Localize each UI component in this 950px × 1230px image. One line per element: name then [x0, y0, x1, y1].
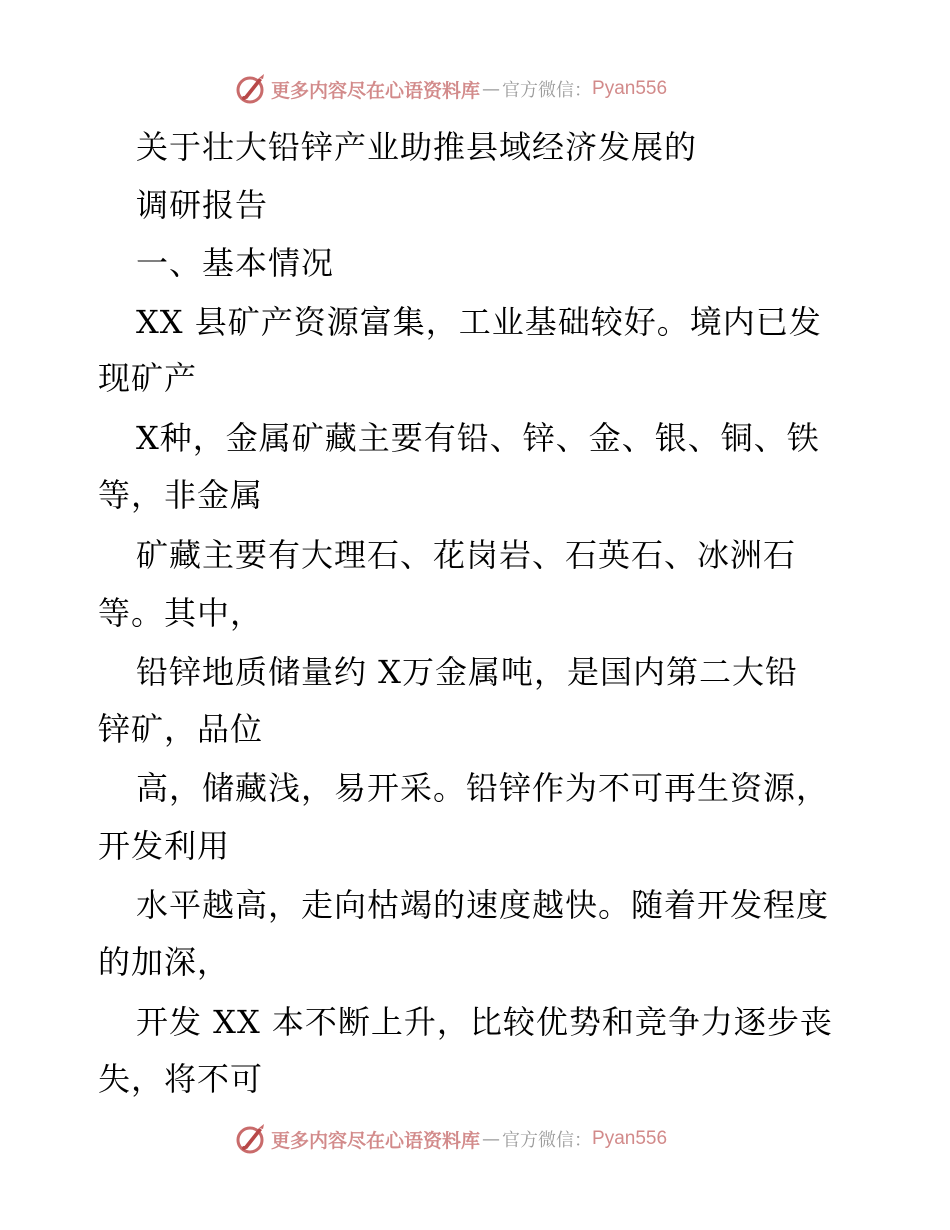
quill-pen-circle-icon [233, 72, 267, 106]
text-line: 失，将不可 [98, 1060, 264, 1098]
text-line: 矿藏主要有大理石、花岗岩、石英石、冰洲石 [136, 536, 797, 574]
text-line: 现矿产 [98, 359, 198, 397]
text-line: 铅锌地质储量约 X万金属吨，是国内第二大铅 [136, 653, 798, 691]
text-line: 高，储藏浅，易开采。铅锌作为不可再生资源， [136, 769, 830, 807]
watermark-wechat-label: 官方微信： [502, 80, 593, 101]
section-heading: 一、基本情况 [136, 244, 335, 282]
watermark-brand-text: 更多内容尽在心语资料库 [271, 79, 481, 102]
watermark-wechat-label: 官方微信： [502, 1130, 593, 1151]
document-title-line-1: 关于壮大铅锌产业助推县域经济发展的 [136, 128, 698, 166]
footer-watermark [233, 1122, 667, 1156]
quill-pen-circle-icon [233, 1122, 267, 1156]
text-line: XX 县矿产资源富集，工业基础较好。境内已发 [136, 303, 822, 341]
text-line: 水平越高，走向枯竭的速度越快。随着开发程度 [136, 886, 830, 924]
watermark-brand-text: 更多内容尽在心语资料库 [271, 1129, 481, 1152]
text-line: 的加深， [98, 943, 231, 981]
text-line: 等，非金属 [98, 476, 264, 514]
text-line: 等。其中， [98, 594, 264, 632]
document-title-line-2: 调研报告 [136, 186, 269, 224]
header-watermark [233, 72, 667, 106]
text-line: 开发利用 [98, 827, 231, 865]
watermark-wechat-id: Pyan556 [592, 1128, 668, 1149]
watermark-dash: — [482, 1128, 501, 1150]
text-line: 开发 XX 本不断上升，比较优势和竞争力逐步丧 [136, 1003, 833, 1041]
text-line: 锌矿，品位 [98, 710, 264, 748]
text-line: X种，金属矿藏主要有铅、锌、金、银、铜、铁 [136, 419, 820, 457]
watermark-dash: — [482, 78, 501, 100]
watermark-wechat-id: Pyan556 [592, 78, 668, 99]
